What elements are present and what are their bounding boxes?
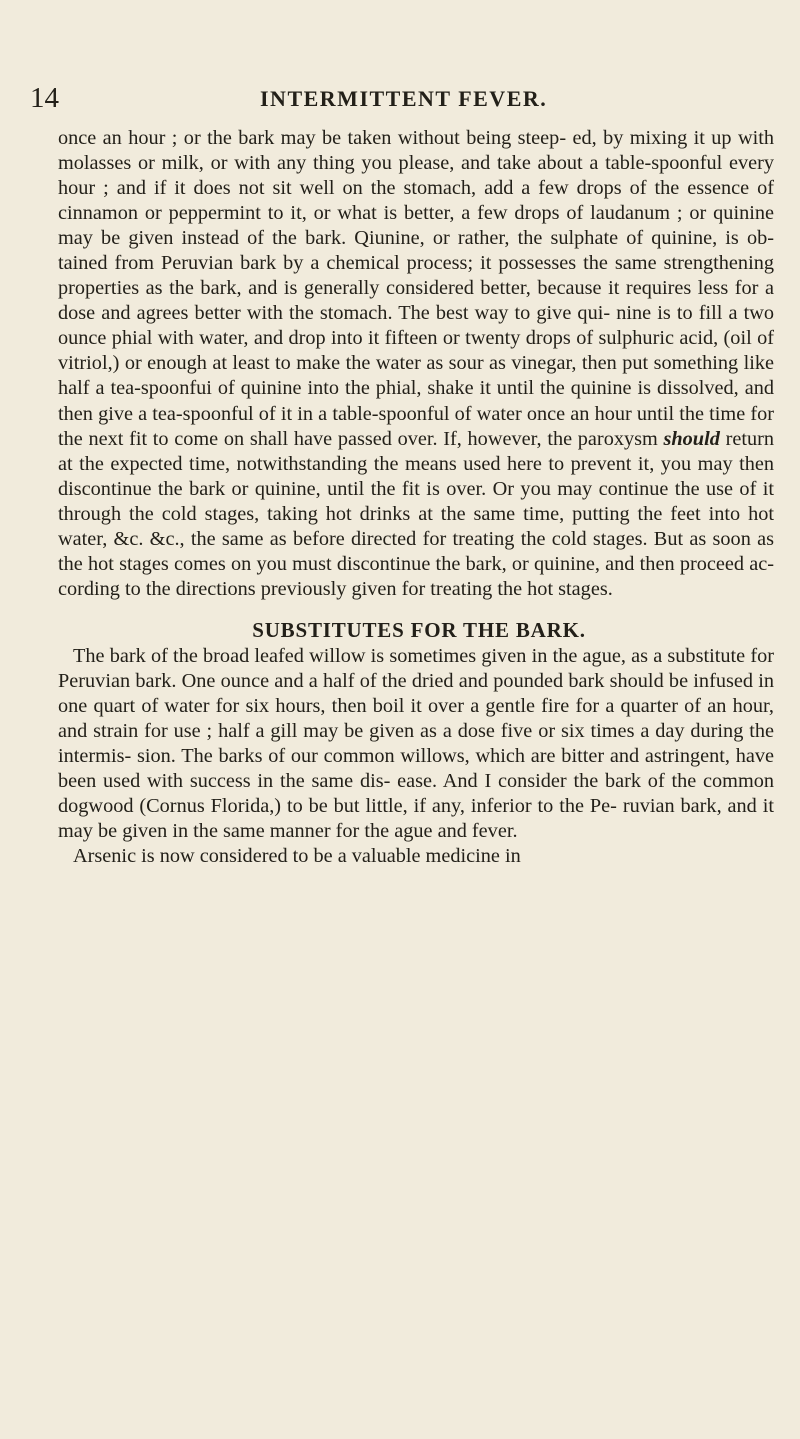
paragraph-text-end: return at the expected time, notwithstanding the means used here to prevent it, you may then discontinue the bark or quinine, until the fit is over. Or you may continue the use of it through the cold stages, taking hot drinks at the same time, putting the feet into hot water, &c. &c., the same as before directed for treating the cold stages. But as soon as the hot stages comes on you must discontinue the bark, or quinine, and then proceed ac- cording to the directions previously given for treating the hot stages. xyxy=(58,427,774,600)
paragraph-text-start: once an hour ; or the bark may be taken without being steep- ed, by mixing it up with molasses or milk, or with any thing you please, and take about a table-spoonful every hour ; and if it does not sit well on the stomach, add a few drops of the essence of cinnamon or peppermint to it, or what is better, a few drops of laudanum ; or quinine may be given instead of the bark. Qiunine, or rather, the sulphate of quinine, is ob- tained from Peruvian bark by a chemical process; it possesses the same strengthening properties as the bark, and is generally considered better, because it requires less for a dose and agrees better with the stomach. The best way to give qui- nine is to fill a two ounce phial with water, and drop into it fifteen or twenty drops of sulphuric acid, (oil of vitriol,) or enough at least to make the water as sour as vinegar, then put something like half a tea-spoonfui of quinine into the phial, shake it until the quinine is dissolved, and then give a tea-spoonful of it in a table-spoonful of water once an hour until the time for the next fit to come on shall have passed over. If, however, the paroxysm xyxy=(58,127,774,450)
page-number: 14 xyxy=(30,82,59,114)
running-header xyxy=(30,80,770,116)
section-heading-substitutes: SUBSTITUTES FOR THE BARK. xyxy=(252,617,586,642)
running-title: INTERMITTENT FEVER. xyxy=(260,86,548,111)
page-body xyxy=(58,126,774,869)
paragraph-quinine-directions xyxy=(58,126,774,602)
emphasis-should: should xyxy=(663,427,720,450)
paragraph-arsenic: Arsenic is now considered to be a valuable medicine in xyxy=(73,845,521,868)
paragraph-willow-bark: The bark of the broad leafed willow is sometimes given in the ague, as a substitute for Peruvian bark. One ounce and a half of the dried and pounded bark should be infused in one quart of water for six hours, then boil it over a gentle fire for a quarter of an hour, and strain for use ; half a gill may be given as a dose five or six times a day during the intermis- sion. The barks of our common willows, which are bitter and astringent, have been used with success in the same dis- ease. And I consider the bark of the common dogwood (Cornus Florida,) to be but little, if any, inferior to the Pe- ruvian bark, and it may be given in the same manner for the ague and fever. xyxy=(58,644,774,843)
